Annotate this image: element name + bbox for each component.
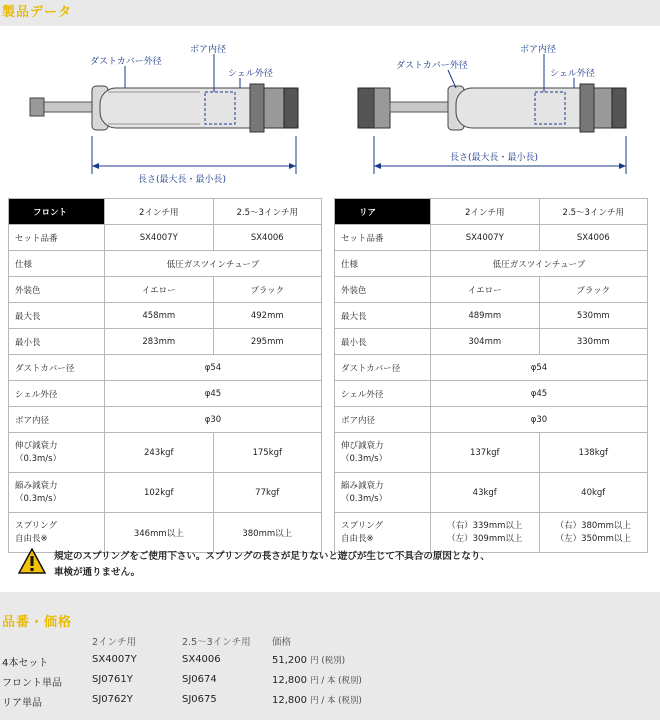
- row-label: 最小長: [9, 329, 105, 355]
- cell: 283mm: [105, 329, 214, 355]
- row-label: 最小長: [335, 329, 431, 355]
- cell: 低圧ガスツインチューブ: [105, 251, 322, 277]
- product-data-panel: [0, 26, 660, 592]
- cell: 43kgf: [431, 473, 540, 513]
- table-row: [9, 329, 322, 355]
- cell: 304mm: [431, 329, 540, 355]
- row-label: 外装色: [9, 277, 105, 303]
- table-header-row: [9, 199, 322, 225]
- cell: ブラック: [213, 277, 322, 303]
- table-row: [335, 277, 648, 303]
- table-row: [335, 329, 648, 355]
- col-25-3inch: 2.5～3インチ用: [182, 637, 251, 648]
- warning-notice: [18, 546, 638, 586]
- cell: φ30: [105, 407, 322, 433]
- price-row: [0, 694, 660, 712]
- warning-line-1: 規定のスプリングをご使用下さい。スプリングの長さが足りないと遊びが生じて不具合の原因となり、: [54, 551, 490, 562]
- cell: 380mm以上: [213, 513, 322, 553]
- bore-label: ボア内径: [190, 45, 227, 55]
- cell: 77kgf: [213, 473, 322, 513]
- cell: 492mm: [213, 303, 322, 329]
- price-amount: 51,200: [272, 655, 307, 666]
- row-label: [9, 433, 105, 473]
- cell: 295mm: [213, 329, 322, 355]
- table-row: [9, 433, 322, 473]
- header-25-3inch: 2.5～3インチ用: [539, 199, 648, 225]
- front-shock-diagram: [0, 26, 330, 196]
- rear-shock-illustration: [330, 26, 660, 196]
- row-label: ダストカバー径: [335, 355, 431, 381]
- cell: 40kgf: [539, 473, 648, 513]
- price-value: [272, 654, 345, 666]
- row-label: シェル外径: [335, 381, 431, 407]
- header-front: フロント: [9, 199, 105, 225]
- cell: 330mm: [539, 329, 648, 355]
- table-row: [9, 251, 322, 277]
- front-spec-table: [8, 198, 322, 553]
- table-row: [9, 407, 322, 433]
- cell: φ45: [431, 381, 648, 407]
- price-amount: 12,800: [272, 695, 307, 706]
- row-label: [335, 433, 431, 473]
- cell: イエロー: [431, 277, 540, 303]
- row-label-line1: 伸び減衰力: [15, 440, 58, 451]
- part-number: SJ0675: [182, 694, 217, 705]
- table-row: [335, 251, 648, 277]
- table-row: [335, 407, 648, 433]
- dust-cover-label: ダストカバー外径: [90, 57, 162, 67]
- row-label-line2: （0.3m/s）: [15, 493, 62, 504]
- col-price: 価格: [272, 637, 292, 648]
- rear-spec-table: [334, 198, 648, 553]
- row-label-line1: 縮み減衰力: [341, 480, 384, 491]
- header-2inch: 2インチ用: [431, 199, 540, 225]
- table-row: [9, 303, 322, 329]
- row-label: 仕様: [9, 251, 105, 277]
- price-value: [272, 674, 362, 686]
- row-label: ダストカバー径: [9, 355, 105, 381]
- row-label: 最大長: [335, 303, 431, 329]
- row-label-line1: スプリング: [341, 520, 383, 531]
- row-label: 外装色: [335, 277, 431, 303]
- cell: φ54: [105, 355, 322, 381]
- cell: 低圧ガスツインチューブ: [431, 251, 648, 277]
- table-row: [335, 381, 648, 407]
- table-row: [9, 225, 322, 251]
- row-label-line2: 自由長※: [341, 533, 374, 544]
- row-label-line2: 自由長※: [15, 533, 48, 544]
- cell: SX4006: [539, 225, 648, 251]
- part-number: SJ0762Y: [92, 694, 133, 705]
- cell: 175kgf: [213, 433, 322, 473]
- table-header-row: [335, 199, 648, 225]
- header-2inch: 2インチ用: [105, 199, 214, 225]
- warning-triangle-icon: [18, 548, 46, 574]
- bore-label: ボア内径: [520, 45, 557, 55]
- part-number: SJ0674: [182, 674, 217, 685]
- row-label-line1: 伸び減衰力: [341, 440, 384, 451]
- cell: 489mm: [431, 303, 540, 329]
- table-row: [335, 355, 648, 381]
- section-header-part-price: [0, 610, 660, 632]
- front-shock-illustration: [0, 26, 330, 196]
- row-label-line1: スプリング: [15, 520, 57, 531]
- cell: φ54: [431, 355, 648, 381]
- price-unit: 円 / 本 (税別): [310, 676, 362, 686]
- row-label: シェル外径: [9, 381, 105, 407]
- row-label: ボア内径: [335, 407, 431, 433]
- row-label-line1: 縮み減衰力: [15, 480, 58, 491]
- row-label: 最大長: [9, 303, 105, 329]
- row-label-line2: （0.3m/s）: [341, 453, 388, 464]
- price-amount: 12,800: [272, 675, 307, 686]
- table-row: [335, 433, 648, 473]
- price-header-row: [0, 634, 660, 652]
- table-row: [335, 473, 648, 513]
- table-row: [9, 381, 322, 407]
- product-name: 4本セット: [2, 658, 49, 669]
- price-row: [0, 654, 660, 672]
- row-label: [335, 473, 431, 513]
- warning-line-2: 車検が通りません。: [54, 567, 141, 578]
- price-row: [0, 674, 660, 692]
- warning-text: [54, 549, 490, 581]
- part-number: SX4007Y: [92, 654, 137, 665]
- length-label: 長さ(最大長・最小長): [450, 153, 539, 163]
- dust-cover-label: ダストカバー外径: [396, 61, 468, 71]
- cell: 138kgf: [539, 433, 648, 473]
- cell: φ30: [431, 407, 648, 433]
- header-25-3inch: 2.5～3インチ用: [213, 199, 322, 225]
- cell-line-left: （左）309mm以上: [447, 533, 523, 544]
- cell: 458mm: [105, 303, 214, 329]
- section-title: 品番・価格: [2, 615, 73, 630]
- table-row: [9, 473, 322, 513]
- table-row: [335, 225, 648, 251]
- part-number: SJ0761Y: [92, 674, 133, 685]
- cell-line-right: （右）380mm以上: [555, 520, 631, 531]
- row-label: セット品番: [335, 225, 431, 251]
- section-header-product-data: [0, 0, 660, 22]
- cell: SX4007Y: [105, 225, 214, 251]
- part-number: SX4006: [182, 654, 221, 665]
- row-label: 仕様: [335, 251, 431, 277]
- cell: イエロー: [105, 277, 214, 303]
- cell-line-right: （右）339mm以上: [447, 520, 523, 531]
- price-unit: 円 (税別): [310, 656, 346, 666]
- table-row: [9, 355, 322, 381]
- price-value: [272, 694, 362, 706]
- length-label: 長さ(最大長・最小長): [138, 175, 227, 185]
- product-name: フロント単品: [2, 678, 62, 689]
- cell: 243kgf: [105, 433, 214, 473]
- section-title: 製品データ: [2, 5, 73, 20]
- col-2inch: 2インチ用: [92, 637, 137, 648]
- cell: 137kgf: [431, 433, 540, 473]
- cell: ブラック: [539, 277, 648, 303]
- cell-line-left: （左）350mm以上: [555, 533, 631, 544]
- table-row: [335, 303, 648, 329]
- cell: SX4006: [213, 225, 322, 251]
- price-unit: 円 / 本 (税別): [310, 696, 362, 706]
- shell-label: シェル外径: [228, 69, 273, 79]
- row-label: セット品番: [9, 225, 105, 251]
- rear-shock-diagram: [330, 26, 660, 196]
- cell: φ45: [105, 381, 322, 407]
- table-row: [9, 277, 322, 303]
- row-label: [9, 473, 105, 513]
- product-name: リア単品: [2, 698, 42, 709]
- shell-label: シェル外径: [550, 69, 595, 79]
- header-rear: リア: [335, 199, 431, 225]
- cell: 530mm: [539, 303, 648, 329]
- row-label-line2: （0.3m/s）: [15, 453, 62, 464]
- cell: 346mm以上: [105, 513, 214, 553]
- row-label: ボア内径: [9, 407, 105, 433]
- cell: 102kgf: [105, 473, 214, 513]
- cell: SX4007Y: [431, 225, 540, 251]
- row-label-line2: （0.3m/s）: [341, 493, 388, 504]
